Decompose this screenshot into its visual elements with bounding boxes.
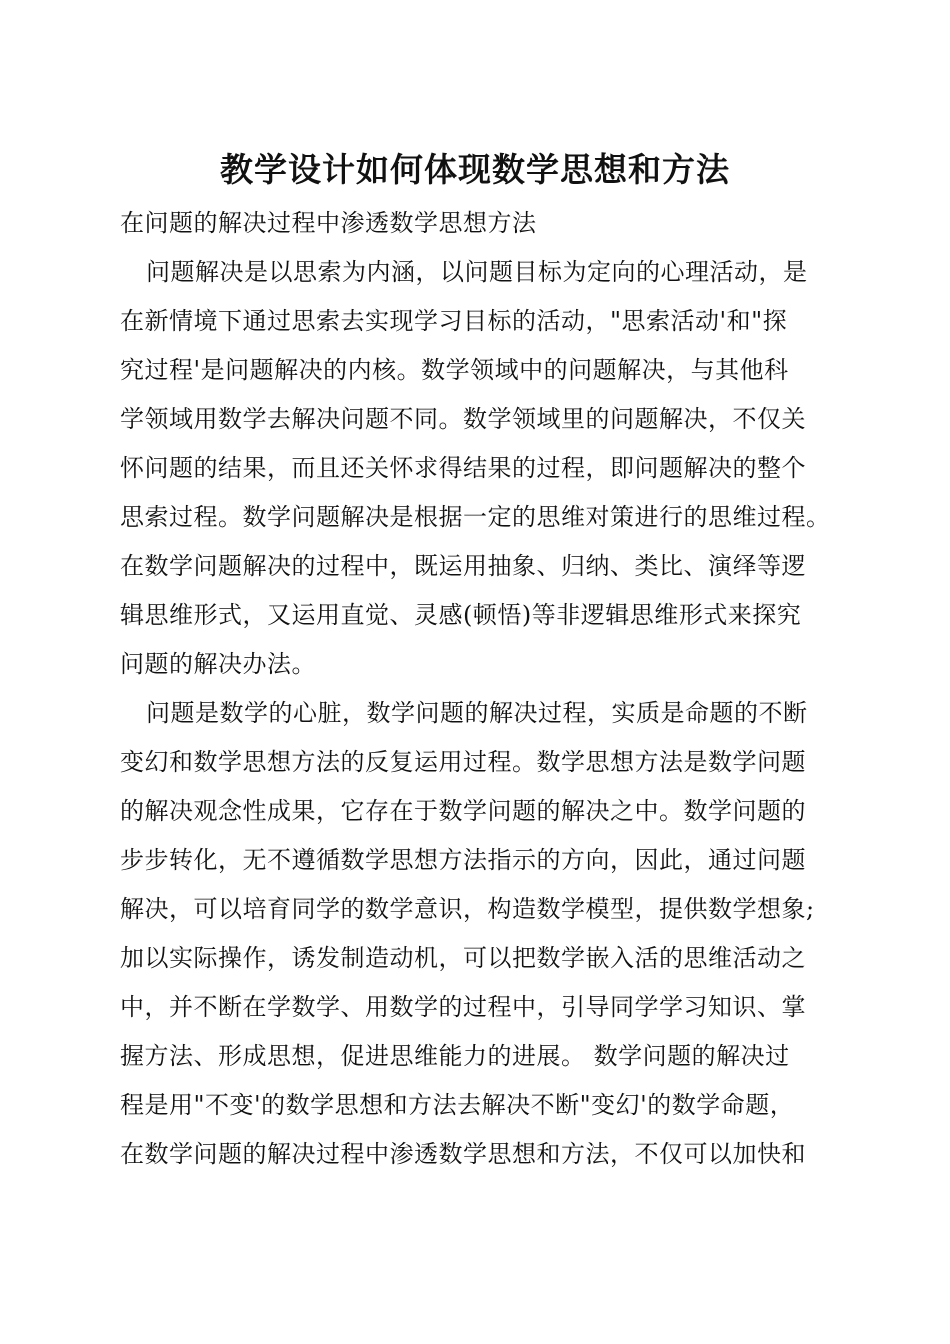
- text-line: 在新情境下通过思索去实现学习目标的活动，"思索活动'和"探: [120, 307, 788, 335]
- document-body: [120, 199, 850, 1179]
- text-line: 究过程'是问题解决的内核。数学领域中的问题解决，与其他科: [120, 356, 789, 384]
- text-line: 在数学问题解决的过程中，既运用抽象、归纳、类比、演绎等逻: [120, 552, 806, 580]
- text-line: 的解决观念性成果，它存在于数学问题的解决之中。数学问题的: [120, 797, 806, 825]
- text-line: 变幻和数学思想方法的反复运用过程。数学思想方法是数学问题: [120, 748, 806, 776]
- text-line: 在问题的解决过程中渗透数学思想方法: [120, 209, 537, 237]
- text-line: 学领域用数学去解决问题不同。数学领域里的问题解决，不仅关: [120, 405, 806, 433]
- text-line: 思索过程。数学问题解决是根据一定的思维对策进行的思维过程。: [120, 503, 831, 531]
- text-line: 问题的解决办法。: [120, 650, 316, 678]
- text-line: 解决，可以培育同学的数学意识，构造数学模型，提供数学想象;: [120, 895, 815, 923]
- text-line: 步步转化，无不遵循数学思想方法指示的方向，因此，通过问题: [120, 846, 806, 874]
- text-line: 程是用"不变'的数学思想和方法去解决不断"变幻'的数学命题，: [120, 1091, 795, 1119]
- text-line: 辑思维形式，又运用直觉、灵感(顿悟)等非逻辑思维形式来探究: [120, 601, 802, 629]
- text-line: 中，并不断在学数学、用数学的过程中，引导同学学习知识、掌: [120, 993, 806, 1021]
- text-line: 加以实际操作，诱发制造动机，可以把数学嵌入活的思维活动之: [120, 944, 806, 972]
- text-line: 握方法、形成思想，促进思维能力的进展。 数学问题的解决过: [120, 1042, 790, 1070]
- document-title: 教学设计如何体现数学思想和方法: [220, 150, 730, 189]
- text-line: 问题是数学的心脏，数学问题的解决过程，实质是命题的不断: [146, 699, 808, 727]
- text-line: 在数学问题的解决过程中渗透数学思想和方法，不仅可以加快和: [120, 1140, 806, 1168]
- text-line: 问题解决是以思索为内涵，以问题目标为定向的心理活动，是: [146, 258, 808, 286]
- text-line: 怀问题的结果，而且还关怀求得结果的过程，即问题解决的整个: [120, 454, 806, 482]
